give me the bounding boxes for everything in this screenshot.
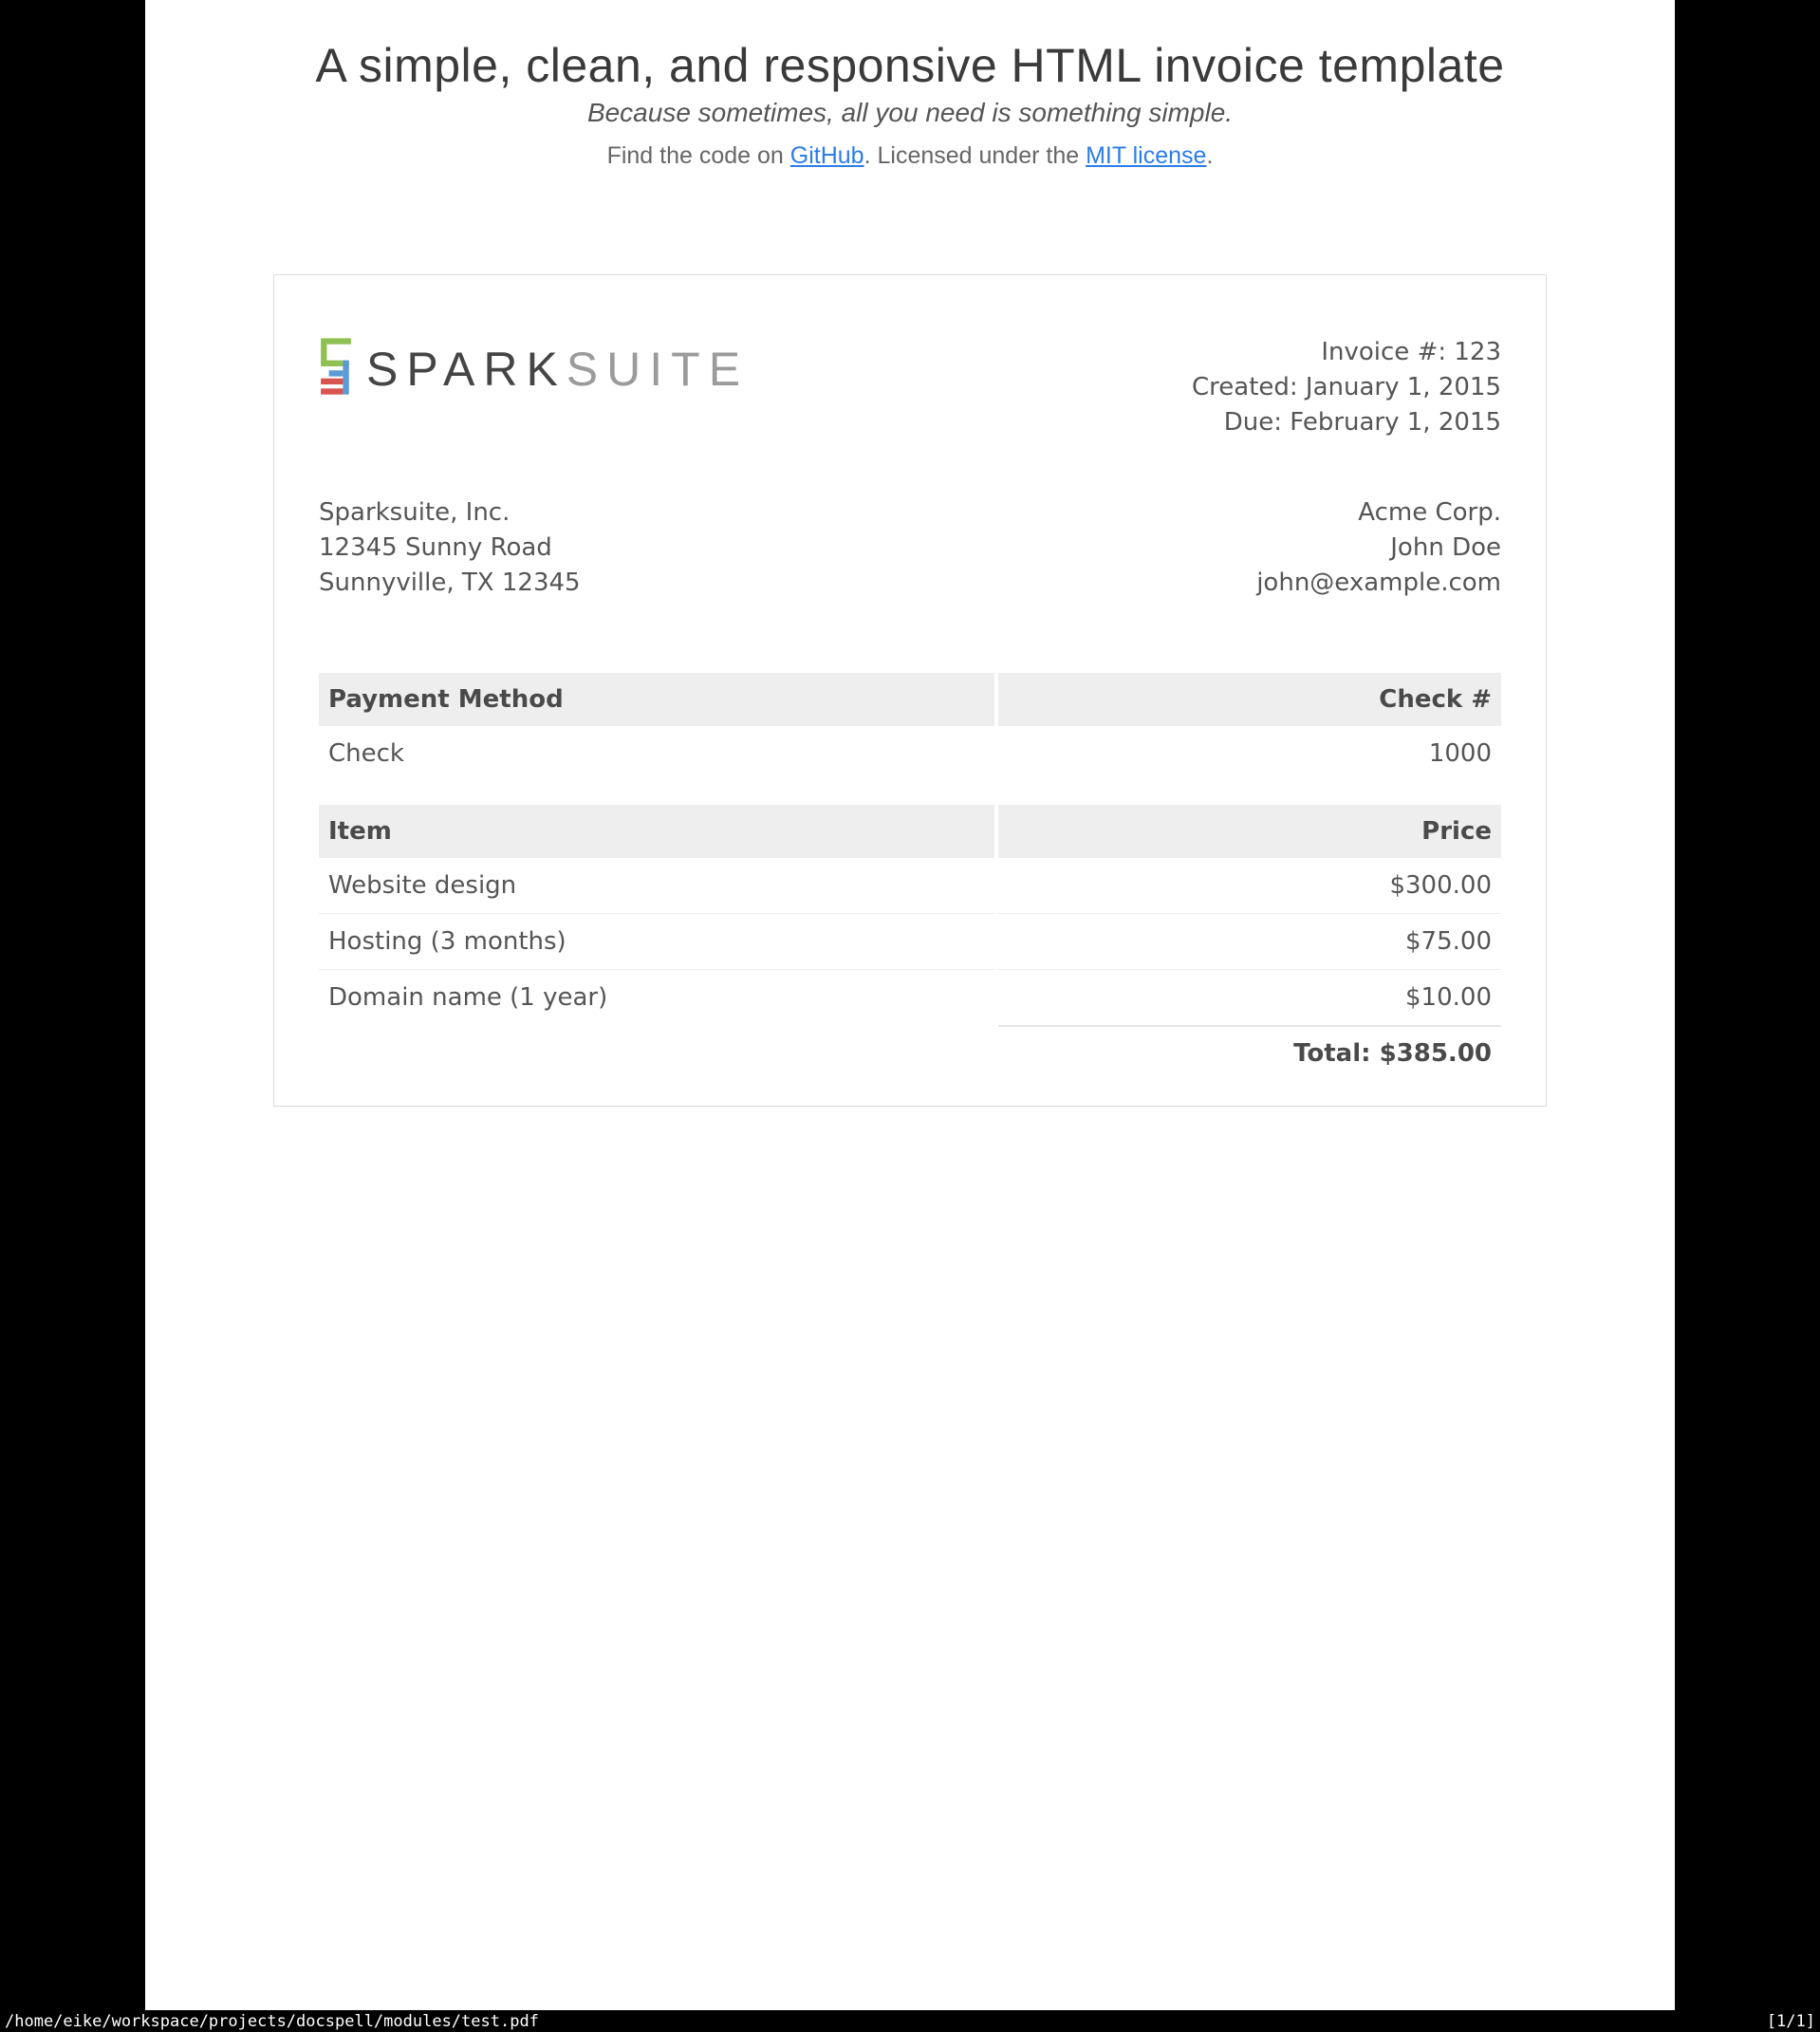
buyer-name: John Doe	[1390, 533, 1501, 562]
invoice-due-date: Due: February 1, 2015	[1223, 408, 1501, 437]
links-line	[145, 142, 1675, 170]
seller-address	[319, 495, 581, 601]
item-name: Website design	[319, 858, 994, 914]
payment-detail-row	[319, 726, 1501, 805]
item-row	[319, 858, 1501, 914]
buyer-email: john@example.com	[1256, 569, 1501, 597]
payment-method-header: Payment Method	[319, 673, 994, 726]
payment-header-row	[319, 673, 1501, 726]
links-prefix: Find the code on	[606, 142, 790, 169]
links-middle: . Licensed under the	[864, 142, 1086, 169]
invoice-number: Invoice #: 123	[1321, 338, 1501, 366]
status-page-indicator: [1/1]	[1766, 2011, 1815, 2031]
item-header: Item	[319, 805, 994, 858]
invoice-meta	[1192, 335, 1501, 440]
item-price: $10.00	[1405, 983, 1492, 1012]
addresses-row	[319, 495, 1501, 601]
check-number-value: 1000	[1428, 739, 1492, 768]
item-name: Domain name (1 year)	[328, 983, 608, 1012]
invoice-header-row	[319, 320, 1501, 440]
payment-method-value: Check	[328, 739, 404, 768]
total-spacer	[319, 1025, 994, 1080]
check-number-header: Check #	[998, 673, 1501, 726]
logo-wordmark	[366, 342, 749, 397]
buyer-address	[1256, 495, 1501, 601]
item-row	[319, 914, 1501, 970]
status-file-path: /home/eike/workspace/projects/docspell/modules/test.pdf	[5, 2011, 539, 2031]
viewer-status-bar	[0, 2010, 1820, 2032]
pdf-page	[145, 0, 1675, 2010]
seller-street: 12345 Sunny Road	[319, 533, 552, 562]
invoice-created-date: Created: January 1, 2015	[1192, 373, 1501, 401]
items-header-row	[319, 805, 1501, 858]
item-name: Hosting (3 months)	[319, 914, 994, 970]
mit-license-link[interactable]: MIT license	[1086, 142, 1207, 169]
page-subtitle: Because sometimes, all you need is something simple.	[586, 98, 1234, 127]
seller-city: Sunnyville, TX 12345	[319, 569, 581, 597]
price-header: Price	[998, 805, 1501, 858]
page-title: A simple, clean, and responsive HTML invoice template	[315, 39, 1505, 92]
sparksuite-logo	[319, 336, 749, 397]
brand-secondary: SUITE	[566, 343, 750, 396]
links-period: .	[1206, 142, 1214, 169]
item-price: $75.00	[998, 914, 1501, 970]
item-price: $300.00	[998, 858, 1501, 914]
github-link[interactable]: GitHub	[789, 142, 864, 169]
sparksuite-logo-icon	[319, 336, 353, 397]
buyer-company: Acme Corp.	[1358, 498, 1501, 527]
total-row	[319, 1025, 1501, 1080]
total-value: Total: $385.00	[998, 1025, 1501, 1080]
brand-primary: SPARK	[366, 343, 566, 396]
invoice-box	[273, 274, 1547, 1107]
item-row	[319, 970, 1501, 1025]
seller-name: Sparksuite, Inc.	[319, 498, 511, 527]
